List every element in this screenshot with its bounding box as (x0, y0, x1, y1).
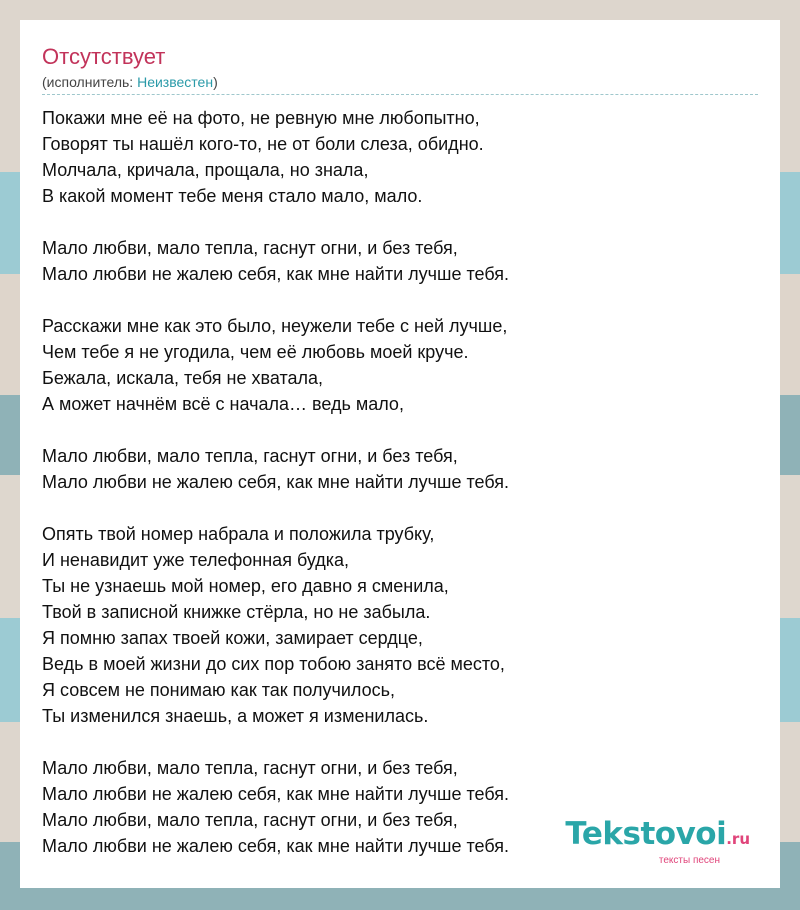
logo-name: Tekstovoi (565, 816, 727, 852)
lyric-line: Мало любви, мало тепла, гаснут огни, и без тебя, (42, 758, 458, 778)
lyric-line: Ведь в моей жизни до сих пор тобою занято всё место, (42, 654, 505, 674)
lyrics-card (20, 20, 780, 888)
lyric-line: Мало любви не жалею себя, как мне найти лучше тебя. (42, 836, 509, 856)
lyric-line: А может начнём всё с начала… ведь мало, (42, 394, 404, 414)
lyric-line: Мало любви, мало тепла, гаснут огни, и без тебя, (42, 810, 458, 830)
lyrics-body (42, 105, 758, 859)
lyric-line: Мало любви не жалею себя, как мне найти лучше тебя. (42, 784, 509, 804)
site-logo[interactable] (565, 817, 750, 866)
stanza (42, 313, 758, 417)
lyric-line: Бежала, искала, тебя не хватала, (42, 368, 324, 388)
lyric-line: Мало любви не жалею себя, как мне найти лучше тебя. (42, 472, 509, 492)
lyric-line: Ты изменился знаешь, а может я изменилась. (42, 706, 429, 726)
artist-prefix: (исполнитель: (42, 74, 138, 90)
artist-suffix: ) (213, 74, 218, 90)
lyric-line: Я совсем не понимаю как так получилось, (42, 680, 396, 700)
lyric-line: Покажи мне её на фото, не ревную мне любопытно, (42, 108, 480, 128)
lyric-line: Твой в записной книжке стёрла, но не забыла. (42, 602, 431, 622)
lyric-line: В какой момент тебе меня стало мало, мало. (42, 186, 423, 206)
lyric-line: Мало любви, мало тепла, гаснут огни, и без тебя, (42, 238, 458, 258)
lyric-line: Мало любви, мало тепла, гаснут огни, и без тебя, (42, 446, 458, 466)
lyric-line: Мало любви не жалею себя, как мне найти лучше тебя. (42, 264, 509, 284)
artist-link[interactable]: Неизвестен (137, 74, 214, 90)
artist-line (42, 72, 758, 95)
lyric-line: Опять твой номер набрала и положила трубку, (42, 524, 435, 544)
lyric-line: И ненавидит уже телефонная будка, (42, 550, 350, 570)
stanza (42, 235, 758, 287)
lyric-line: Я помню запах твоей кожи, замирает сердце, (42, 628, 423, 648)
logo-tagline: тексты песен (658, 855, 720, 866)
lyric-line: Чем тебе я не угодила, чем её любовь моей круче. (42, 342, 469, 362)
logo-tld: .ru (726, 830, 750, 848)
stanza (42, 443, 758, 495)
lyric-line: Расскажи мне как это было, неужели тебе с ней лучше, (42, 316, 508, 336)
stanza (42, 521, 758, 729)
lyric-line: Ты не узнаешь мой номер, его давно я сменила, (42, 576, 449, 596)
stanza (42, 105, 758, 209)
song-title: Отсутствует (42, 44, 166, 69)
lyric-line: Говорят ты нашёл кого-то, не от боли слеза, обидно. (42, 134, 484, 154)
lyric-line: Молчала, кричала, прощала, но знала, (42, 160, 369, 180)
